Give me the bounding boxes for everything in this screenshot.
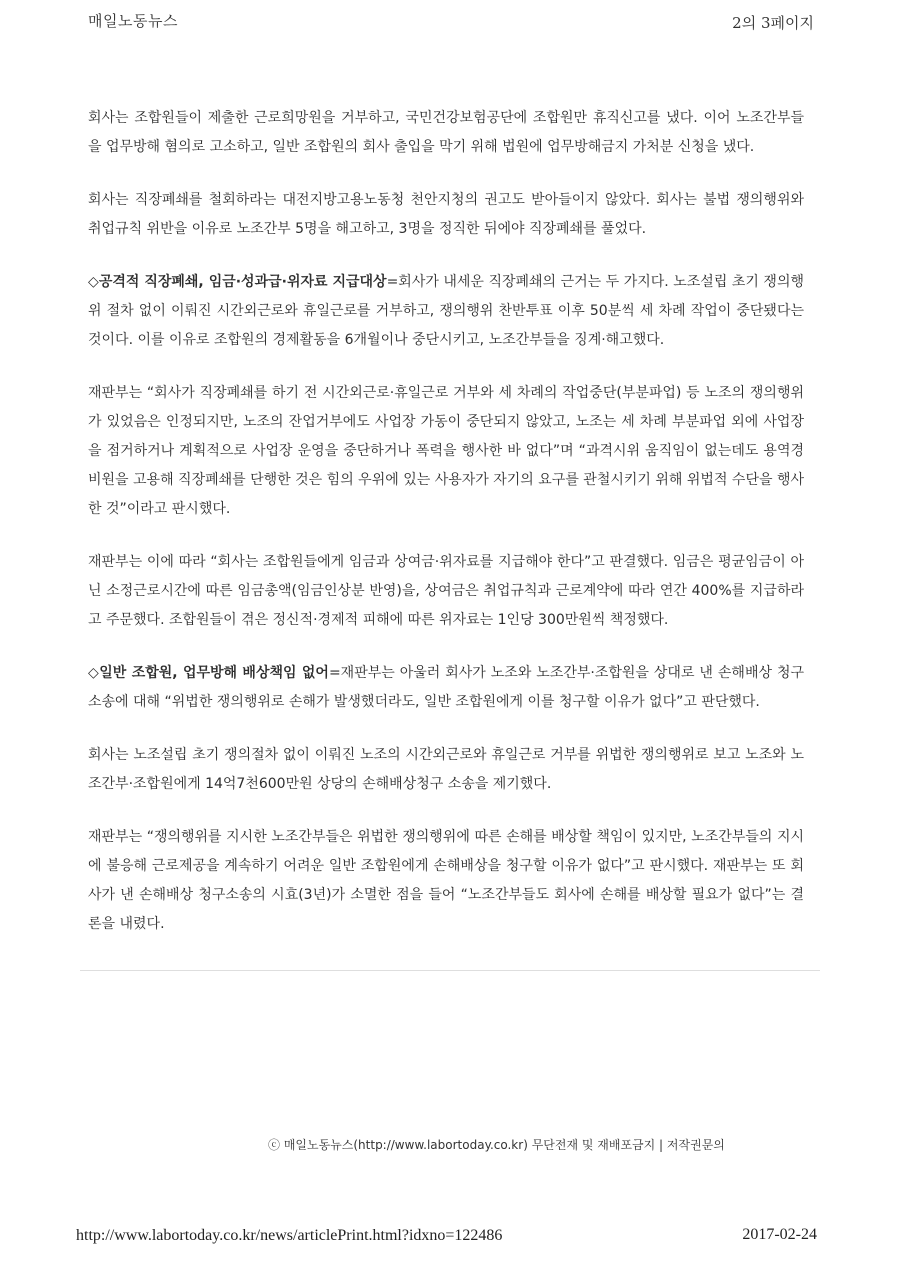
page-indicator: 2의 3페이지 xyxy=(732,14,814,32)
section-heading: ◇일반 조합원, 업무방해 배상책임 없어 xyxy=(88,665,329,681)
paragraph-4 xyxy=(88,379,804,524)
scan-divider xyxy=(80,970,820,971)
paragraph-text: 회사는 노조설립 초기 쟁의절차 없이 이뤄진 노조의 시간외근로와 휴일근로 거부를 위법한 쟁의행위로 보고 노조와 노조간부·조합원에게 14억7천600만원 상당의 손해배상청구 소송을 제기했다. xyxy=(88,747,804,792)
paragraph-text: =회사가 내세운 직장폐쇄의 근거는 두 가지다. 노조설립 초기 쟁의행위 절차 없이 이뤄진 시간외근로와 휴일근로를 거부하고, 쟁의행위 찬반투표 이후 50분씩 세 차례 작업이 중단됐다는 것이다. 이를 이유로 조합원의 경제활동을 6개월이나 중단시키고, 노조간부들을 징계·해고했다. xyxy=(88,274,804,348)
copyright-notice: ⓒ 매일노동뉴스(http://www.labortoday.co.kr) 무단전재 및 재배포금지 | 저작권문의 xyxy=(268,1138,725,1152)
article-body xyxy=(88,104,804,963)
paragraph-text: 회사는 조합원들이 제출한 근로희망원을 거부하고, 국민건강보험공단에 조합원만 휴직신고를 냈다. 이어 노조간부들을 업무방해 혐의로 고소하고, 일반 조합원의 회사 출입을 막기 위해 법원에 업무방해금지 가처분 신청을 냈다. xyxy=(88,110,804,155)
paragraph-text: 재판부는 “쟁의행위를 지시한 노조간부들은 위법한 쟁의행위에 따른 손해를 배상할 책임이 있지만, 노조간부들의 지시에 불응해 근로제공을 계속하기 어려운 일반 조합원에게 손해배상을 청구할 이유가 없다”고 판시했다. 재판부는 또 회사가 낸 손해배상 청구소송의 시효(3년)가 소멸한 점을 들어 “노조간부들도 회사에 손해를 배상할 필요가 없다”는 결론을 내렸다. xyxy=(88,829,804,932)
paragraph-text: 회사는 직장폐쇄를 철회하라는 대전지방고용노동청 천안지청의 권고도 받아들이지 않았다. 회사는 불법 쟁의행위와 취업규칙 위반을 이유로 노조간부 5명을 해고하고, 3명을 정직한 뒤에야 직장폐쇄를 풀었다. xyxy=(88,192,804,237)
paragraph-1 xyxy=(88,104,804,162)
paragraph-text: 재판부는 이에 따라 “회사는 조합원들에게 임금과 상여금·위자료를 지급해야 한다”고 판결했다. 임금은 평균임금이 아닌 소정근로시간에 따른 임금총액(임금인상분 반영)을, 상여금은 취업규칙과 근로계약에 따라 연간 400%를 지급하라고 주문했다. 조합원들이 겪은 정신적·경제적 피해에 따른 위자료는 1인당 300만원씩 책정했다. xyxy=(88,554,804,628)
paragraph-text: 재판부는 “회사가 직장폐쇄를 하기 전 시간외근로·휴일근로 거부와 세 차례의 작업중단(부분파업) 등 노조의 쟁의행위가 있었음은 인정되지만, 노조의 잔업거부에도 사업장 가동이 중단되지 않았고, 노조는 세 차례 부분파업 외에 사업장을 점거하거나 계획적으로 사업장 운영을 중단하거나 폭력을 행사한 바 없다”며 “과격시위 움직임이 없는데도 용역경비원을 고용해 직장폐쇄를 단행한 것은 힘의 우위에 있는 사용자가 자기의 요구를 관철시키기 위해 위법적 수단을 행사한 것”이라고 판시했다. xyxy=(88,385,804,517)
paragraph-7 xyxy=(88,741,804,799)
paragraph-5 xyxy=(88,548,804,635)
footer-date: 2017-02-24 xyxy=(742,1226,817,1243)
paragraph-2 xyxy=(88,186,804,244)
paragraph-3 xyxy=(88,268,804,355)
paragraph-text: =재판부는 아울러 회사가 노조와 노조간부·조합원을 상대로 낸 손해배상 청구소송에 대해 “위법한 쟁의행위로 손해가 발생했더라도, 일반 조합원에게 이를 청구할 이유가 없다”고 판단했다. xyxy=(88,665,804,710)
publication-name: 매일노동뉴스 xyxy=(88,12,178,30)
footer-url: http://www.labortoday.co.kr/news/articlePrint.html?idxno=122486 xyxy=(76,1227,503,1244)
paragraph-8 xyxy=(88,823,804,939)
paragraph-6 xyxy=(88,659,804,717)
section-heading: ◇공격적 직장폐쇄, 임금·성과급·위자료 지급대상 xyxy=(88,274,387,290)
